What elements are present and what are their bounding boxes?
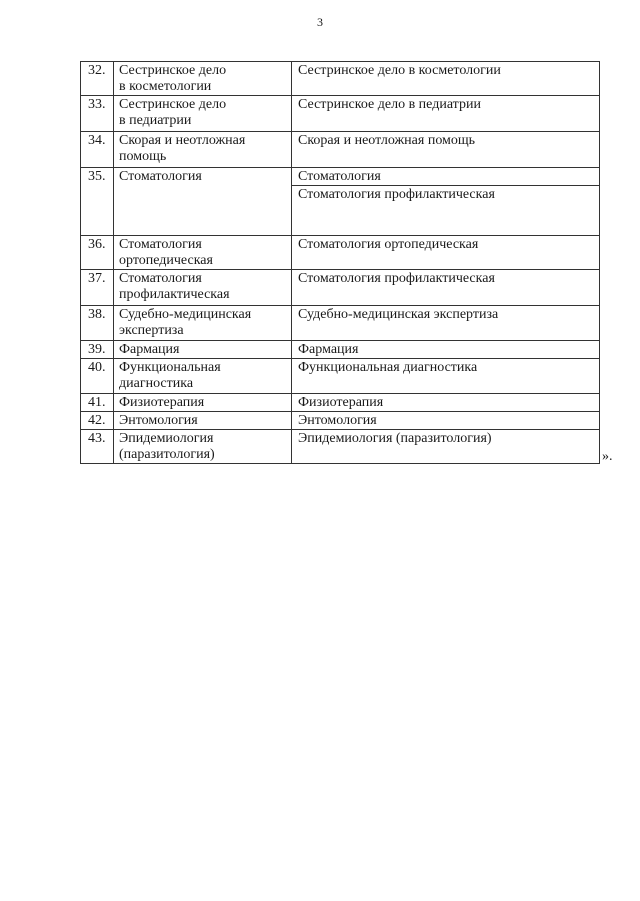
specialty-name: Физиотерапия	[114, 394, 292, 412]
specialty-name: Стоматология	[114, 168, 292, 236]
table-row	[81, 412, 600, 430]
specialty-list	[292, 96, 600, 132]
specialty-list	[292, 270, 600, 306]
table-body	[81, 62, 600, 464]
specialty-name: Сестринское дело в педиатрии	[114, 96, 292, 132]
specialty-entry: Энтомология	[298, 413, 377, 428]
specialty-list	[292, 62, 600, 96]
specialty-entry: Фармация	[298, 342, 359, 357]
specialty-list	[292, 306, 600, 341]
specialty-entry: Стоматология ортопедическая	[298, 237, 479, 252]
row-number: 38.	[81, 306, 114, 341]
row-number: 32.	[81, 62, 114, 96]
table-row	[81, 236, 600, 270]
specialty-list	[292, 168, 600, 236]
specialty-list	[292, 132, 600, 168]
row-number: 40.	[81, 359, 114, 394]
specialty-list	[292, 341, 600, 359]
table-row	[81, 96, 600, 132]
specialty-entry: Сестринское дело в косметологии	[298, 63, 501, 78]
row-number: 37.	[81, 270, 114, 306]
table-row	[81, 62, 600, 96]
closing-quote: ».	[602, 449, 613, 464]
specialty-name: Скорая и неотложная помощь	[114, 132, 292, 168]
specialty-entry: Функциональная диагностика	[298, 360, 478, 375]
row-number: 35.	[81, 168, 114, 236]
specialty-list	[292, 236, 600, 270]
row-number: 42.	[81, 412, 114, 430]
specialty-entry: Судебно-медицинская экспертиза	[298, 307, 499, 322]
row-number: 43.	[81, 430, 114, 464]
specialty-entry: Эпидемиология (паразитология)	[298, 431, 492, 446]
specialty-entry: Стоматология профилактическая	[292, 185, 599, 203]
row-number: 39.	[81, 341, 114, 359]
specialty-name: Энтомология	[114, 412, 292, 430]
table-row	[81, 341, 600, 359]
table-row	[81, 430, 600, 464]
page-number: 3	[317, 15, 323, 29]
table-row	[81, 394, 600, 412]
specialty-entry: Стоматология	[298, 169, 381, 184]
table-row	[81, 270, 600, 306]
specialty-list	[292, 394, 600, 412]
specialty-name: Фармация	[114, 341, 292, 359]
specialty-name: Стоматология профилактическая	[114, 270, 292, 306]
table-row	[81, 359, 600, 394]
specialty-list	[292, 359, 600, 394]
row-number: 36.	[81, 236, 114, 270]
specialty-name: Функциональная диагностика	[114, 359, 292, 394]
specialty-name: Сестринское дело в косметологии	[114, 62, 292, 96]
specialty-entry: Скорая и неотложная помощь	[298, 133, 476, 148]
specialty-list	[292, 430, 600, 464]
row-number: 34.	[81, 132, 114, 168]
specialty-name: Эпидемиология (паразитология)	[114, 430, 292, 464]
specialty-entry: Сестринское дело в педиатрии	[298, 97, 481, 112]
table-row	[81, 168, 600, 236]
specialty-list	[292, 412, 600, 430]
row-number: 33.	[81, 96, 114, 132]
specialty-name: Стоматология ортопедическая	[114, 236, 292, 270]
specialties-table	[80, 61, 600, 464]
specialty-entry: Физиотерапия	[298, 395, 384, 410]
specialty-entry: Стоматология профилактическая	[298, 271, 495, 286]
table-row	[81, 306, 600, 341]
specialty-name: Судебно-медицинская экспертиза	[114, 306, 292, 341]
table-row	[81, 132, 600, 168]
row-number: 41.	[81, 394, 114, 412]
